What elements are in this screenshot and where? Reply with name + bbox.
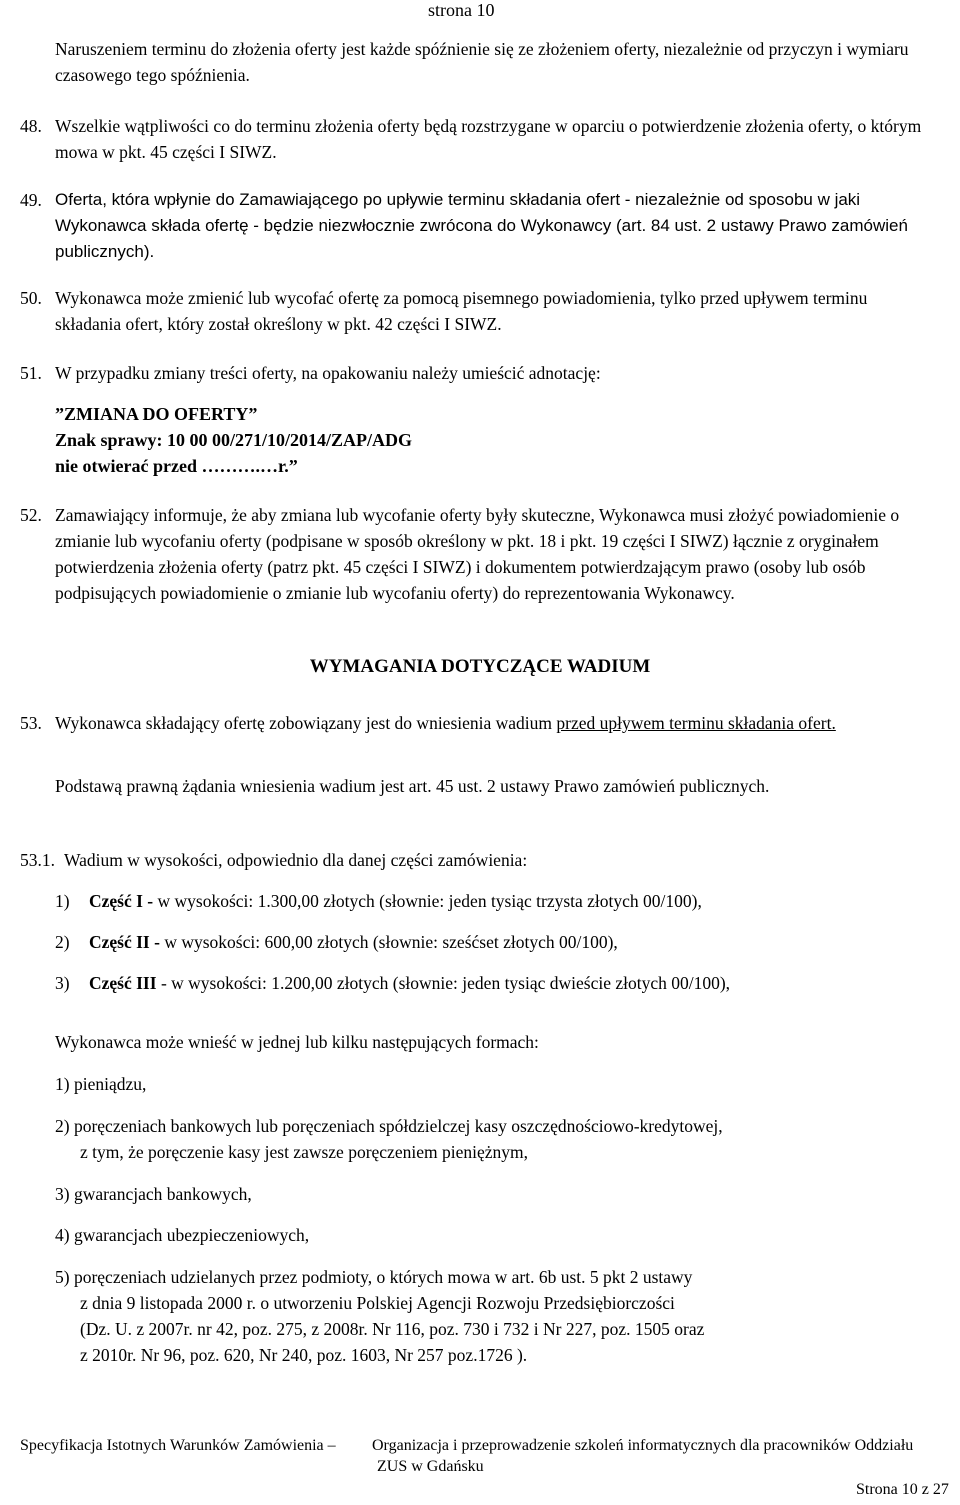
- forms-intro: Wykonawca może wnieść w jednej lub kilku następujących formach:: [55, 1032, 539, 1052]
- item-49-number: 49.: [20, 190, 42, 210]
- deposit-part-amount: w wysokości: 1.300,00 złotych (słownie: jeden tysiąc trzysta złotych 00/100),: [153, 891, 702, 911]
- deposit-part-amount: - w wysokości: 1.200,00 złotych (słownie: jeden tysiąc dwieście złotych 00/100),: [156, 973, 731, 993]
- form-5: 5) poręczeniach udzielanych przez podmioty, o których mowa w art. 6b ust. 5 pkt 2 ustawy: [55, 1267, 693, 1287]
- deposit-part-label: Część II -: [89, 932, 160, 952]
- item-50-number: 50.: [20, 288, 42, 308]
- item-53-text-underlined: przed upływem terminu składania ofert.: [556, 713, 836, 733]
- page-header-label: strona 10: [428, 0, 495, 20]
- item-48-text: Wszelkie wątpliwości co do terminu złożenia oferty będą rozstrzygane w oparciu o potwierdzenie złożenia oferty, o którym mowa w pkt. 45 części I SIWZ.: [55, 116, 922, 162]
- item-51-number: 51.: [20, 363, 42, 383]
- item-53-text: [55, 710, 935, 736]
- form-4: 4) gwarancjach ubezpieczeniowych,: [55, 1225, 310, 1245]
- annotation-case-number: Znak sprawy: 10 00 00/271/10/2014/ZAP/ADG: [55, 430, 413, 450]
- footer-left: Specyfikacja Istotnych Warunków Zamówienia –: [20, 1437, 336, 1454]
- form-3: 3) gwarancjach bankowych,: [55, 1184, 252, 1204]
- footer-right-line-2: ZUS w Gdańsku: [377, 1458, 484, 1475]
- form-1: 1) pieniądzu,: [55, 1074, 147, 1094]
- deposit-part-2: [55, 929, 618, 955]
- form-5-line-4: z 2010r. Nr 96, poz. 620, Nr 240, poz. 1603, Nr 257 poz.1726 ).: [80, 1345, 528, 1365]
- deposit-part-label: Część III: [89, 973, 157, 993]
- form-2: 2) poręczeniach bankowych lub poręczeniach spółdzielczej kasy oszczędnościowo-kredytowej,: [55, 1116, 723, 1136]
- deposit-part-amount: w wysokości: 600,00 złotych (słownie: sześćset złotych 00/100),: [159, 932, 618, 952]
- item-53-text-plain: Wykonawca składający ofertę zobowiązany jest do wniesienia wadium: [55, 713, 557, 733]
- item-52-number: 52.: [20, 505, 42, 525]
- deposit-part-1: [55, 888, 702, 914]
- footer-page-number: Strona 10 z 27: [856, 1481, 949, 1498]
- item-53-number: 53.: [20, 713, 42, 733]
- item-53-1-text: Wadium w wysokości, odpowiednio dla danej części zamówienia:: [64, 850, 528, 870]
- item-53-1-number: 53.1.: [20, 850, 55, 870]
- section-title: WYMAGANIA DOTYCZĄCE WADIUM: [309, 656, 651, 677]
- item-53-legal-basis: Podstawą prawną żądania wniesienia wadium jest art. 45 ust. 2 ustawy Prawo zamówień publicznych.: [55, 776, 770, 796]
- item-50-text: Wykonawca może zmienić lub wycofać ofertę za pomocą pisemnego powiadomienia, tylko przed upływem terminu składania ofert, który został określony w pkt. 42 części I SIWZ.: [55, 288, 868, 334]
- form-5-line-3: (Dz. U. z 2007r. nr 42, poz. 275, z 2008r. Nr 116, poz. 730 i 732 i Nr 227, poz. 1505 oraz: [80, 1319, 705, 1339]
- form-2-continued: z tym, że poręczenie kasy jest zawsze poręczeniem pieniężnym,: [80, 1142, 528, 1162]
- footer-right-line-1: Organizacja i przeprowadzenie szkoleń informatycznych dla pracowników Oddziału: [372, 1437, 914, 1454]
- deposit-part-label: Część I -: [89, 891, 154, 911]
- intro-paragraph: Naruszeniem terminu do złożenia oferty jest każde spóźnienie się ze złożeniem oferty, niezależnie od przyczyn i wymiaru czasowego tego spóźnienia.: [55, 39, 909, 85]
- annotation-title: ”ZMIANA DO OFERTY”: [55, 404, 258, 424]
- item-49-text: Oferta, która wpłynie do Zamawiającego po upływie terminu składania ofert - niezależnie od sposobu w jaki Wykonawca składa ofertę - będzie niezwłocznie zwrócona do Wykonawcy (art. 84 ust. 2 ustawy Prawo zamówień publicznych).: [55, 190, 908, 261]
- annotation-do-not-open: nie otwierać przed ……….…r.”: [55, 456, 298, 476]
- item-51-text: W przypadku zmiany treści oferty, na opakowaniu należy umieścić adnotację:: [55, 363, 601, 383]
- deposit-part-number: 1): [55, 891, 70, 911]
- deposit-part-number: 2): [55, 932, 70, 952]
- deposit-part-3: [55, 970, 730, 996]
- item-52-text: Zamawiający informuje, że aby zmiana lub wycofanie oferty były skuteczne, Wykonawca musi złożyć powiadomienie o zmianie lub wycofaniu oferty (podpisane w sposób określony w pkt. 18 i pkt. 19 części I SIWZ) łącznie z oryginałem potwierdzenia złożenia oferty (patrz pkt. 45 części I SIWZ) i dokumentem potwierdzającym prawo (osoby lub osób podpisujących powiadomienie o zmianie lub wycofaniu oferty) do reprezentowania Wykonawcy.: [55, 505, 900, 603]
- deposit-part-number: 3): [55, 973, 70, 993]
- form-5-line-2: z dnia 9 listopada 2000 r. o utworzeniu Polskiej Agencji Rozwoju Przedsiębiorczości: [80, 1293, 675, 1313]
- item-48-number: 48.: [20, 116, 42, 136]
